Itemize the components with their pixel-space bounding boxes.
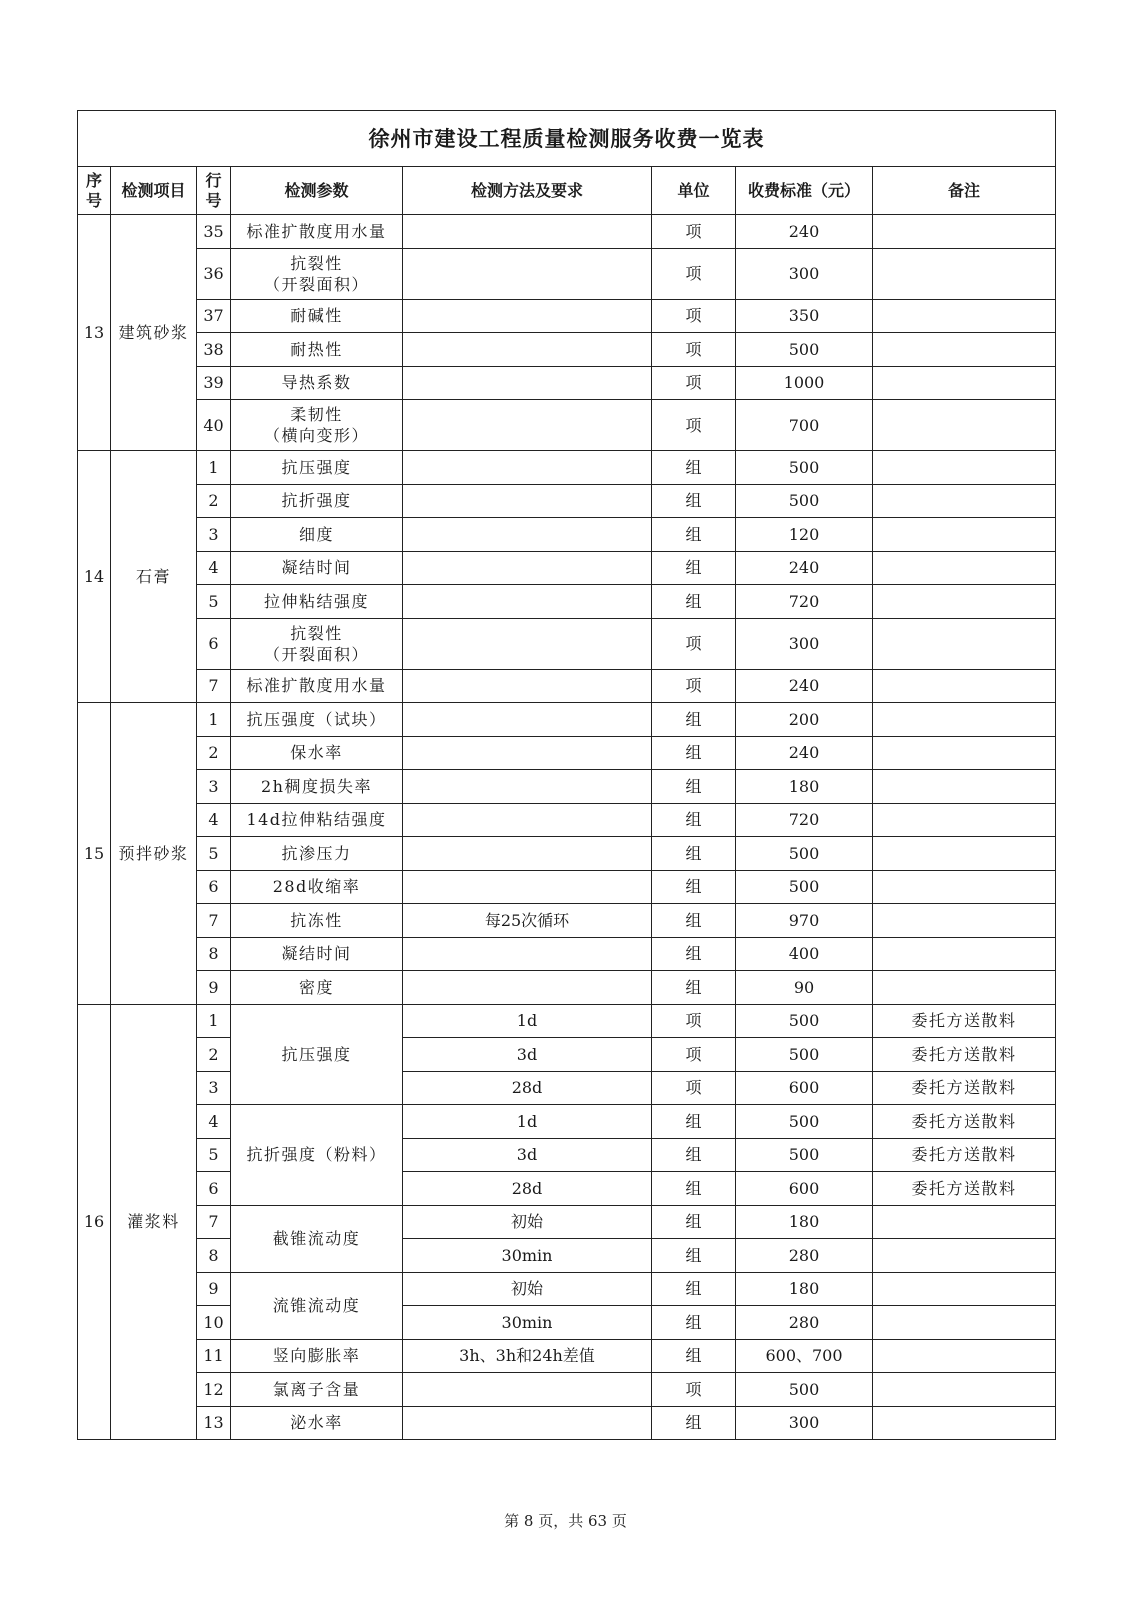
header-item: 检测项目 [111,167,197,215]
row-no: 36 [197,248,231,299]
row-remark: 委托方送散料 [873,1038,1056,1072]
row-param: 拉伸粘结强度 [231,585,403,619]
row-fee: 500 [736,484,873,518]
row-remark [873,215,1056,249]
row-param: 氯离子含量 [231,1373,403,1407]
row-unit: 组 [652,736,736,770]
row-fee: 500 [736,1138,873,1172]
row-fee: 720 [736,803,873,837]
row-param: 14d拉伸粘结强度 [231,803,403,837]
header-fee: 收费标准（元） [736,167,873,215]
row-remark [873,1272,1056,1306]
row-no: 6 [197,1172,231,1206]
row-fee: 300 [736,248,873,299]
table-row [78,366,1056,400]
row-unit: 组 [652,971,736,1005]
table-row [78,1339,1056,1373]
row-fee: 300 [736,1406,873,1440]
row-unit: 组 [652,1306,736,1340]
row-fee: 120 [736,518,873,552]
row-no: 7 [197,1205,231,1239]
row-remark [873,669,1056,703]
row-unit: 组 [652,518,736,552]
fee-table [77,110,1056,1440]
row-method [403,803,652,837]
row-remark [873,518,1056,552]
table-row [78,1105,1056,1139]
row-remark [873,1339,1056,1373]
row-fee: 200 [736,703,873,737]
table-row [78,703,1056,737]
table-row [78,518,1056,552]
row-param: 竖向膨胀率 [231,1339,403,1373]
row-param: 标准扩散度用水量 [231,669,403,703]
row-method [403,669,652,703]
row-no: 35 [197,215,231,249]
header-method: 检测方法及要求 [403,167,652,215]
group-seq: 13 [78,215,111,451]
row-method: 28d [403,1172,652,1206]
row-method [403,248,652,299]
table-row [78,669,1056,703]
row-fee: 720 [736,585,873,619]
row-unit: 组 [652,484,736,518]
row-remark [873,1406,1056,1440]
row-unit: 组 [652,1406,736,1440]
table-row [78,451,1056,485]
row-no: 4 [197,1105,231,1139]
row-method [403,585,652,619]
row-remark [873,703,1056,737]
row-unit: 项 [652,215,736,249]
row-no: 8 [197,937,231,971]
row-no: 12 [197,1373,231,1407]
row-param: 凝结时间 [231,551,403,585]
row-fee: 280 [736,1239,873,1273]
row-param: 凝结时间 [231,937,403,971]
row-method: 初始 [403,1205,652,1239]
row-fee: 90 [736,971,873,1005]
table-row [78,837,1056,871]
row-param: 28d收缩率 [231,870,403,904]
row-unit: 组 [652,870,736,904]
row-remark [873,366,1056,400]
row-fee: 280 [736,1306,873,1340]
row-unit: 组 [652,1138,736,1172]
row-method [403,736,652,770]
group-item: 石膏 [111,451,197,703]
row-method [403,333,652,367]
row-unit: 组 [652,551,736,585]
group-item: 预拌砂浆 [111,703,197,1005]
row-remark [873,451,1056,485]
row-param: 2h稠度损失率 [231,770,403,804]
row-method [403,299,652,333]
table-row [78,215,1056,249]
row-method [403,518,652,552]
row-fee: 500 [736,1038,873,1072]
row-remark [873,1306,1056,1340]
row-remark [873,484,1056,518]
row-method [403,451,652,485]
row-unit: 项 [652,1004,736,1038]
row-param: 标准扩散度用水量 [231,215,403,249]
row-param: 截锥流动度 [231,1205,403,1272]
row-no: 9 [197,1272,231,1306]
header-param: 检测参数 [231,167,403,215]
row-no: 3 [197,770,231,804]
row-remark [873,904,1056,938]
row-remark: 委托方送散料 [873,1172,1056,1206]
table-row [78,1306,1056,1340]
row-remark [873,585,1056,619]
row-method: 1d [403,1004,652,1038]
row-param: 柔韧性 （横向变形） [231,400,403,451]
row-param: 抗压强度 [231,451,403,485]
row-unit: 项 [652,299,736,333]
row-unit: 项 [652,1071,736,1105]
row-unit: 组 [652,837,736,871]
row-method [403,937,652,971]
table-row [78,1272,1056,1306]
row-param: 耐热性 [231,333,403,367]
row-method [403,551,652,585]
row-remark [873,837,1056,871]
row-param: 流锥流动度 [231,1272,403,1339]
header-seq: 序 号 [78,167,111,215]
row-method: 3h、3h和24h差值 [403,1339,652,1373]
row-no: 2 [197,484,231,518]
table-row [78,1205,1056,1239]
table-row [78,1406,1056,1440]
row-fee: 180 [736,1272,873,1306]
table-row [78,1239,1056,1273]
row-no: 2 [197,736,231,770]
row-unit: 组 [652,451,736,485]
row-fee: 500 [736,451,873,485]
row-no: 7 [197,669,231,703]
row-remark [873,299,1056,333]
row-no: 8 [197,1239,231,1273]
row-method [403,618,652,669]
table-row [78,299,1056,333]
row-method: 28d [403,1071,652,1105]
row-no: 3 [197,518,231,552]
row-param: 抗冻性 [231,904,403,938]
row-unit: 组 [652,1239,736,1273]
row-param: 导热系数 [231,366,403,400]
row-method: 初始 [403,1272,652,1306]
table-row [78,937,1056,971]
row-remark [873,803,1056,837]
row-fee: 500 [736,837,873,871]
row-param: 抗裂性 （开裂面积） [231,248,403,299]
row-fee: 240 [736,215,873,249]
row-remark [873,937,1056,971]
row-method: 3d [403,1038,652,1072]
row-unit: 项 [652,400,736,451]
table-row [78,736,1056,770]
row-no: 11 [197,1339,231,1373]
row-remark [873,736,1056,770]
row-method [403,837,652,871]
row-unit: 组 [652,937,736,971]
row-no: 1 [197,1004,231,1038]
row-method: 1d [403,1105,652,1139]
row-method: 每25次循环 [403,904,652,938]
table-row [78,585,1056,619]
row-fee: 300 [736,618,873,669]
row-remark [873,1373,1056,1407]
row-remark [873,333,1056,367]
row-remark [873,870,1056,904]
header-remark: 备注 [873,167,1056,215]
row-no: 37 [197,299,231,333]
row-fee: 600 [736,1172,873,1206]
row-fee: 500 [736,1105,873,1139]
row-param: 抗压强度（试块） [231,703,403,737]
row-param: 保水率 [231,736,403,770]
table-row [78,484,1056,518]
row-fee: 180 [736,770,873,804]
row-no: 10 [197,1306,231,1340]
row-fee: 500 [736,1004,873,1038]
row-unit: 组 [652,585,736,619]
table-row [78,1071,1056,1105]
table-row [78,333,1056,367]
row-no: 38 [197,333,231,367]
group-seq: 15 [78,703,111,1005]
row-method [403,703,652,737]
row-param: 耐碱性 [231,299,403,333]
row-remark [873,248,1056,299]
row-method [403,215,652,249]
row-fee: 1000 [736,366,873,400]
row-remark: 委托方送散料 [873,1071,1056,1105]
row-method: 30min [403,1306,652,1340]
row-fee: 400 [736,937,873,971]
row-unit: 组 [652,770,736,804]
table-row [78,1172,1056,1206]
row-param: 抗压强度 [231,1004,403,1105]
table-row [78,1038,1056,1072]
row-unit: 组 [652,1272,736,1306]
row-param: 抗渗压力 [231,837,403,871]
row-fee: 240 [736,736,873,770]
row-no: 7 [197,904,231,938]
row-fee: 240 [736,551,873,585]
row-unit: 项 [652,618,736,669]
table-row [78,971,1056,1005]
row-fee: 500 [736,333,873,367]
row-unit: 项 [652,333,736,367]
row-no: 1 [197,703,231,737]
header-unit: 单位 [652,167,736,215]
row-no: 40 [197,400,231,451]
table-row [78,770,1056,804]
row-unit: 组 [652,1205,736,1239]
table-row [78,904,1056,938]
row-remark [873,971,1056,1005]
row-param: 抗折强度 [231,484,403,518]
row-remark: 委托方送散料 [873,1105,1056,1139]
row-method [403,400,652,451]
row-no: 2 [197,1038,231,1072]
row-unit: 项 [652,1373,736,1407]
row-param: 细度 [231,518,403,552]
row-fee: 600 [736,1071,873,1105]
row-fee: 700 [736,400,873,451]
row-unit: 项 [652,366,736,400]
row-remark [873,618,1056,669]
row-method [403,1373,652,1407]
row-no: 6 [197,618,231,669]
table-title: 徐州市建设工程质量检测服务收费一览表 [78,111,1056,167]
row-method [403,366,652,400]
group-item: 灌浆料 [111,1004,197,1440]
table-row [78,618,1056,669]
row-method [403,971,652,1005]
row-unit: 项 [652,669,736,703]
row-fee: 600、700 [736,1339,873,1373]
row-param: 抗裂性 （开裂面积） [231,618,403,669]
row-fee: 500 [736,1373,873,1407]
row-method: 3d [403,1138,652,1172]
row-param: 密度 [231,971,403,1005]
group-seq: 14 [78,451,111,703]
row-unit: 组 [652,904,736,938]
row-remark: 委托方送散料 [873,1004,1056,1038]
page-footer: 第 8 页，共 63 页 [504,1512,627,1530]
table-row [78,1373,1056,1407]
row-fee: 180 [736,1205,873,1239]
row-fee: 970 [736,904,873,938]
row-method [403,870,652,904]
row-fee: 500 [736,870,873,904]
row-remark [873,1239,1056,1273]
row-fee: 240 [736,669,873,703]
row-no: 1 [197,451,231,485]
row-unit: 组 [652,803,736,837]
group-seq: 16 [78,1004,111,1440]
row-no: 3 [197,1071,231,1105]
row-unit: 项 [652,1038,736,1072]
header-row-no: 行 号 [197,167,231,215]
table-row [78,803,1056,837]
row-no: 4 [197,803,231,837]
table-row [78,400,1056,451]
row-remark: 委托方送散料 [873,1138,1056,1172]
row-method [403,770,652,804]
row-no: 13 [197,1406,231,1440]
table-row [78,870,1056,904]
row-no: 9 [197,971,231,1005]
group-item: 建筑砂浆 [111,215,197,451]
row-remark [873,1205,1056,1239]
row-no: 39 [197,366,231,400]
table-row [78,248,1056,299]
table-row [78,1004,1056,1038]
row-method [403,1406,652,1440]
row-method [403,484,652,518]
table-row [78,1138,1056,1172]
row-param: 泌水率 [231,1406,403,1440]
row-unit: 组 [652,1172,736,1206]
row-no: 5 [197,1138,231,1172]
row-unit: 组 [652,1105,736,1139]
row-unit: 组 [652,1339,736,1373]
row-unit: 组 [652,703,736,737]
row-remark [873,400,1056,451]
row-remark [873,551,1056,585]
row-fee: 350 [736,299,873,333]
row-no: 5 [197,585,231,619]
row-no: 4 [197,551,231,585]
row-unit: 项 [652,248,736,299]
row-no: 5 [197,837,231,871]
row-param: 抗折强度（粉料） [231,1105,403,1206]
row-no: 6 [197,870,231,904]
header-row [78,167,1056,215]
table-row [78,551,1056,585]
row-method: 30min [403,1239,652,1273]
row-remark [873,770,1056,804]
